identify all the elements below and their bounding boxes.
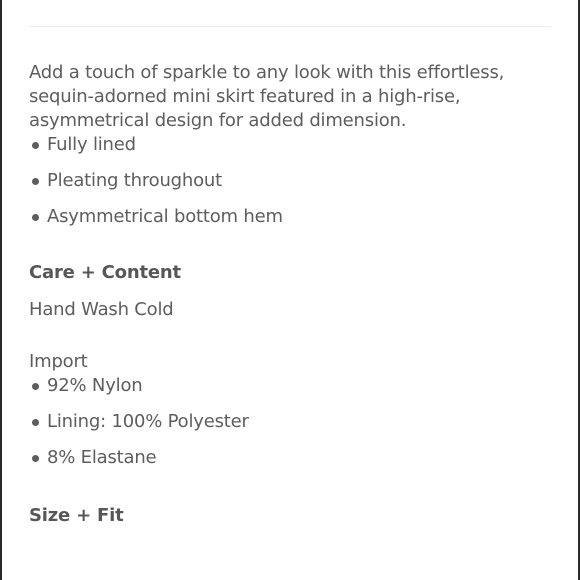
bullet-icon <box>32 383 39 390</box>
list-item <box>29 446 558 482</box>
origin-text: Import <box>29 351 88 372</box>
feature-text: Fully lined <box>47 134 136 155</box>
list-item <box>29 205 558 241</box>
material-text: 92% Nylon <box>47 375 143 396</box>
product-description: Add a touch of sparkle to any look with this effortless, sequin-adorned mini skirt featured in a high-rise, asymmetrical design for added dimension. <box>29 62 505 131</box>
product-description-section <box>29 61 558 528</box>
bullet-icon <box>32 419 39 426</box>
bullet-icon <box>32 142 39 149</box>
size-fit-heading: Size + Fit <box>29 505 124 526</box>
material-text: 8% Elastane <box>47 447 157 468</box>
care-instruction: Hand Wash Cold <box>29 299 174 320</box>
materials-list <box>29 374 558 482</box>
section-divider <box>29 26 551 27</box>
bullet-icon <box>32 455 39 462</box>
list-item <box>29 410 558 446</box>
feature-list <box>29 133 558 241</box>
list-item <box>29 133 558 169</box>
list-item <box>29 169 558 205</box>
care-content-heading: Care + Content <box>29 262 181 283</box>
list-item <box>29 374 558 410</box>
feature-text: Asymmetrical bottom hem <box>47 206 283 227</box>
bullet-icon <box>32 214 39 221</box>
bullet-icon <box>32 178 39 185</box>
feature-text: Pleating throughout <box>47 170 222 191</box>
material-text: Lining: 100% Polyester <box>47 411 249 432</box>
